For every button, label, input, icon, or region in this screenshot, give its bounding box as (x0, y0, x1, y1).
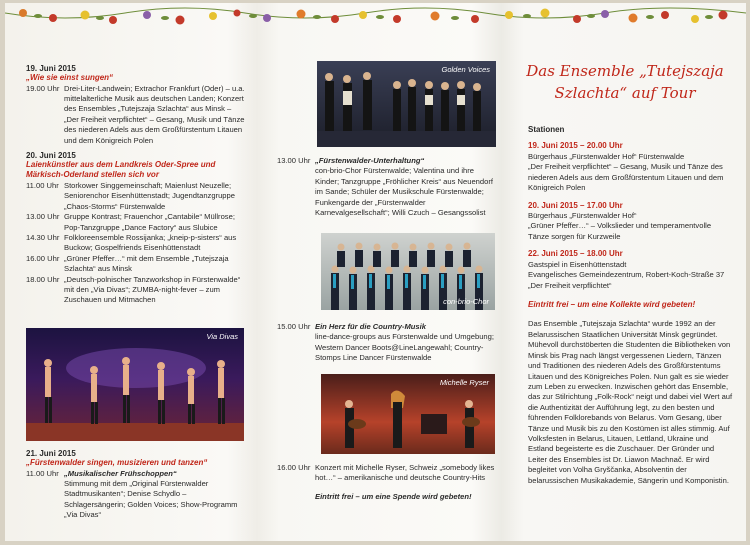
station-date: 19. Juni 2015 – 20.00 Uhr (528, 141, 623, 151)
entry-note: Eintritt frei – um eine Spende wird gebeten! (315, 491, 472, 501)
ensemble-description: Das Ensemble „Tutejszaja Szlachta“ wurde 1992 an der Belarussischen Staatlichen Universität Minsk gegründet. Mühevoll durchstöberten die Studenten die Bibliotheken von Minsk bis Prag nach längst vergessenen Liedern, Tänzen und Traditionen des niederen Adels des Großfürstentums Litauen und des Königreiches Polen. Nun galt es sie wieder zum Leben zu erwecken. Inzwischen gehört das Ensemble, das zur Stilrichtung „Folk-Rock“ neigt und dabei viel Wert auf die Authentizität der Aufführung legt, zu den besten und führenden Folklorebands von Belarus. Vom Gesang, über Tänze und Musik bis zu den Kostümen ist alles stimmig. Auf Volksfesten in Belarus, Litauen, Lettland, Ukraine und Estland begeisterte es die Zuschauer. Der Gründer und Leiter des Ensembles ist Dr. Liawon Machnač. Er wird begleitet von Volha Gryščanka, Absolventin der belarussischen Musikakademie, Sängerin und Komponistin. (528, 319, 733, 485)
station-date: 20. Juni 2015 – 17.00 Uhr (528, 200, 623, 210)
stations-label: Stationen (528, 125, 565, 134)
photo-golden-voices (317, 61, 496, 147)
event-row: 18.00 Uhr „Deutsch-polnischer Tanzworkshop in Fürstenwalde“ mit den „Via Divas“; ZUMBA-night-fever – zum Zuschauen und Mitmachen (26, 274, 241, 305)
column-program-1 (26, 3, 246, 541)
event-row: 15.00 Uhr Ein Herz für die Country-Musik line-dance-groups aus Fürstenwalde und Umgebung; Western Dancer Boots@LineLangewahl; Country-Stomps Line Dancer Fürstenwalde (277, 322, 494, 363)
event-row: 11.00 Uhr Storkower Singgemeinschaft; Maienlust Neuzelle; Seniorenchor Eisenhüttenstadt; Jugendtanzgruppe „Chaos-Storms“ Fürstenwalde (26, 180, 235, 211)
entry-note: Eintritt frei – um eine Kollekte wird gebeten! (528, 299, 696, 309)
event-row: 19.00 Uhr Drei-Liter-Landwein; Extrachor Frankfurt (Oder) – u.a. mittelalterliche Musik aus deutschen Landen; Konzert des Ensembles „Tutejszaja Szlachta“ aus Minsk – „Der Freiheit verpflichtet“ – Gesang, Musik und Tänze des niederen Adels aus dem Großfürstentum Litauen und dem Königreich Polen (26, 83, 245, 145)
photo-caption: Via Divas (206, 332, 238, 341)
column-tour: Das Ensemble „Tutejszaja Szlachta“ auf Tour Stationen 19. Juni 2015 – 20.00 Uhr Bürgerhaus „Fürstenwalder Hof“ Fürstenwalde „Der Freiheit verpflichtet“ – Gesang, Musik und Tänze des niederen Adels aus dem Großfürstentum Litauen und dem Königreich Polen 20. Juni 2015 – 17.00 Uhr Bürgerhaus „Fürstenwalder Hof“ „Grüner Pfeffer…“ – Volkslieder und temperamentvolle Tänze sorgen für Kurzweile 22. Juni 2015 – 18.00 Uhr Gastspiel in Eisenhüttenstadt Evangelisches Gemeindezentrum, Robert-Koch-Straße 37 „Der Freiheit verpflichtet“ Eintritt frei – um eine Kollekte wird gebeten! Das Ensemble „Tutejszaja Szlachta“ wurde 1992 an der Belarussischen Staatlichen Universität Minsk gegründet. Mühevoll durchstöberten die Studenten die Bibliotheken von Minsk bis Prag nach längst vergessenen Liedern, Tänzen und Traditionen des niederen Adels des Großfürstentums Litauen und des Königreiches Polen. Nun galt es sie wieder zum Leben zu erwecken. Inzwischen gehört das Ensemble, das zur Stilrichtung „Folk-Rock“ neigt und dabei viel Wert auf die Authentizität der Aufführung legt, zu den besten und führenden Folklorebands von Belarus. Vom Gesang, über Tänze und Musik bis zu den Kostümen ist alles stimmig. Auf Volksfesten in Belarus, Litauen, Lettland, Ukraine und Estland begeisterte es die Zuschauer. Der Gründer und Leiter des Ensembles ist Dr. Liawon Machnač. Er wird begleitet von Volha Gryščanka, Absolventin der belarussischen Musikakademie, Sängerin und Komponistin. (526, 62, 733, 485)
station-date: 22. Juni 2015 – 18.00 Uhr (528, 249, 623, 259)
date-heading: 20. Juni 2015 (26, 150, 76, 160)
date-heading: 19. Juni 2015 (26, 64, 76, 73)
event-row: 14.30 Uhr Folkloreensemble Rossijanka; „kneip-p-sisters“ aus Buckow; Gospelfriends Eisenhüttenstadt (26, 232, 237, 253)
column-program-2 (277, 3, 497, 541)
photo-caption: Golden Voices (441, 65, 490, 74)
section-title: Laienkünstler aus dem Landkreis Oder-Spree und Märkisch-Oderland stellen sich vor (26, 159, 216, 180)
photo-caption: Michelle Ryser (439, 378, 489, 387)
date-heading: 21. Juni 2015 (26, 449, 76, 458)
event-row: 11.00 Uhr „Musikalischer Frühschoppen“ Stimmung mit dem „Original Fürstenwalder Stadtmusikanten“; Denise Schydlo – Schlagersängerin; Golden Voices; Show-Programm „Via Divas“ (26, 468, 238, 520)
section-title: „Fürstenwalder singen, musizieren und tanzen“ (26, 458, 208, 467)
event-row: 16.00 Uhr „Grüner Pfeffer…“ mit dem Ensemble „Tutejszaja Szlachta“ aus Minsk (26, 253, 229, 274)
event-row: 13.00 Uhr „Fürstenwalder-Unterhaltung“ con-brio-Chor Fürstenwalde; Valentina und ihre Kinder; Tanzgruppe „Fröhlicher Kreis“ aus Neuendorf im Sande; Schüler der Musikschule Fürstenwalde; Funkengarde der „Fürstenwalder Karnevalgesellschaft“; Willi Czuch – Gesangssolist (277, 156, 493, 218)
event-row: 16.00 Uhr Konzert mit Michelle Ryser, Schweiz „somebody likes hot…“ – amerikanische und deutsche Country-Hits (277, 463, 495, 483)
tour-title: Das Ensemble „Tutejszaja Szlachta“ auf Tour (526, 62, 724, 102)
photo-caption: con-brio-Chor (443, 297, 489, 306)
photo-michelle-ryser (321, 374, 495, 454)
photo-via-divas (26, 328, 244, 441)
section-title: „Wie sie einst sungen“ (26, 73, 114, 82)
photo-con-brio-chor (321, 233, 495, 310)
event-row: 13.00 Uhr Gruppe Kontrast; Frauenchor „Cantabile“ Müllrose; Pop-Tanzgruppe „Dance Factory“ aus Slubice (26, 212, 235, 232)
dancers-image (26, 328, 244, 441)
flyer-sheet (5, 3, 746, 541)
